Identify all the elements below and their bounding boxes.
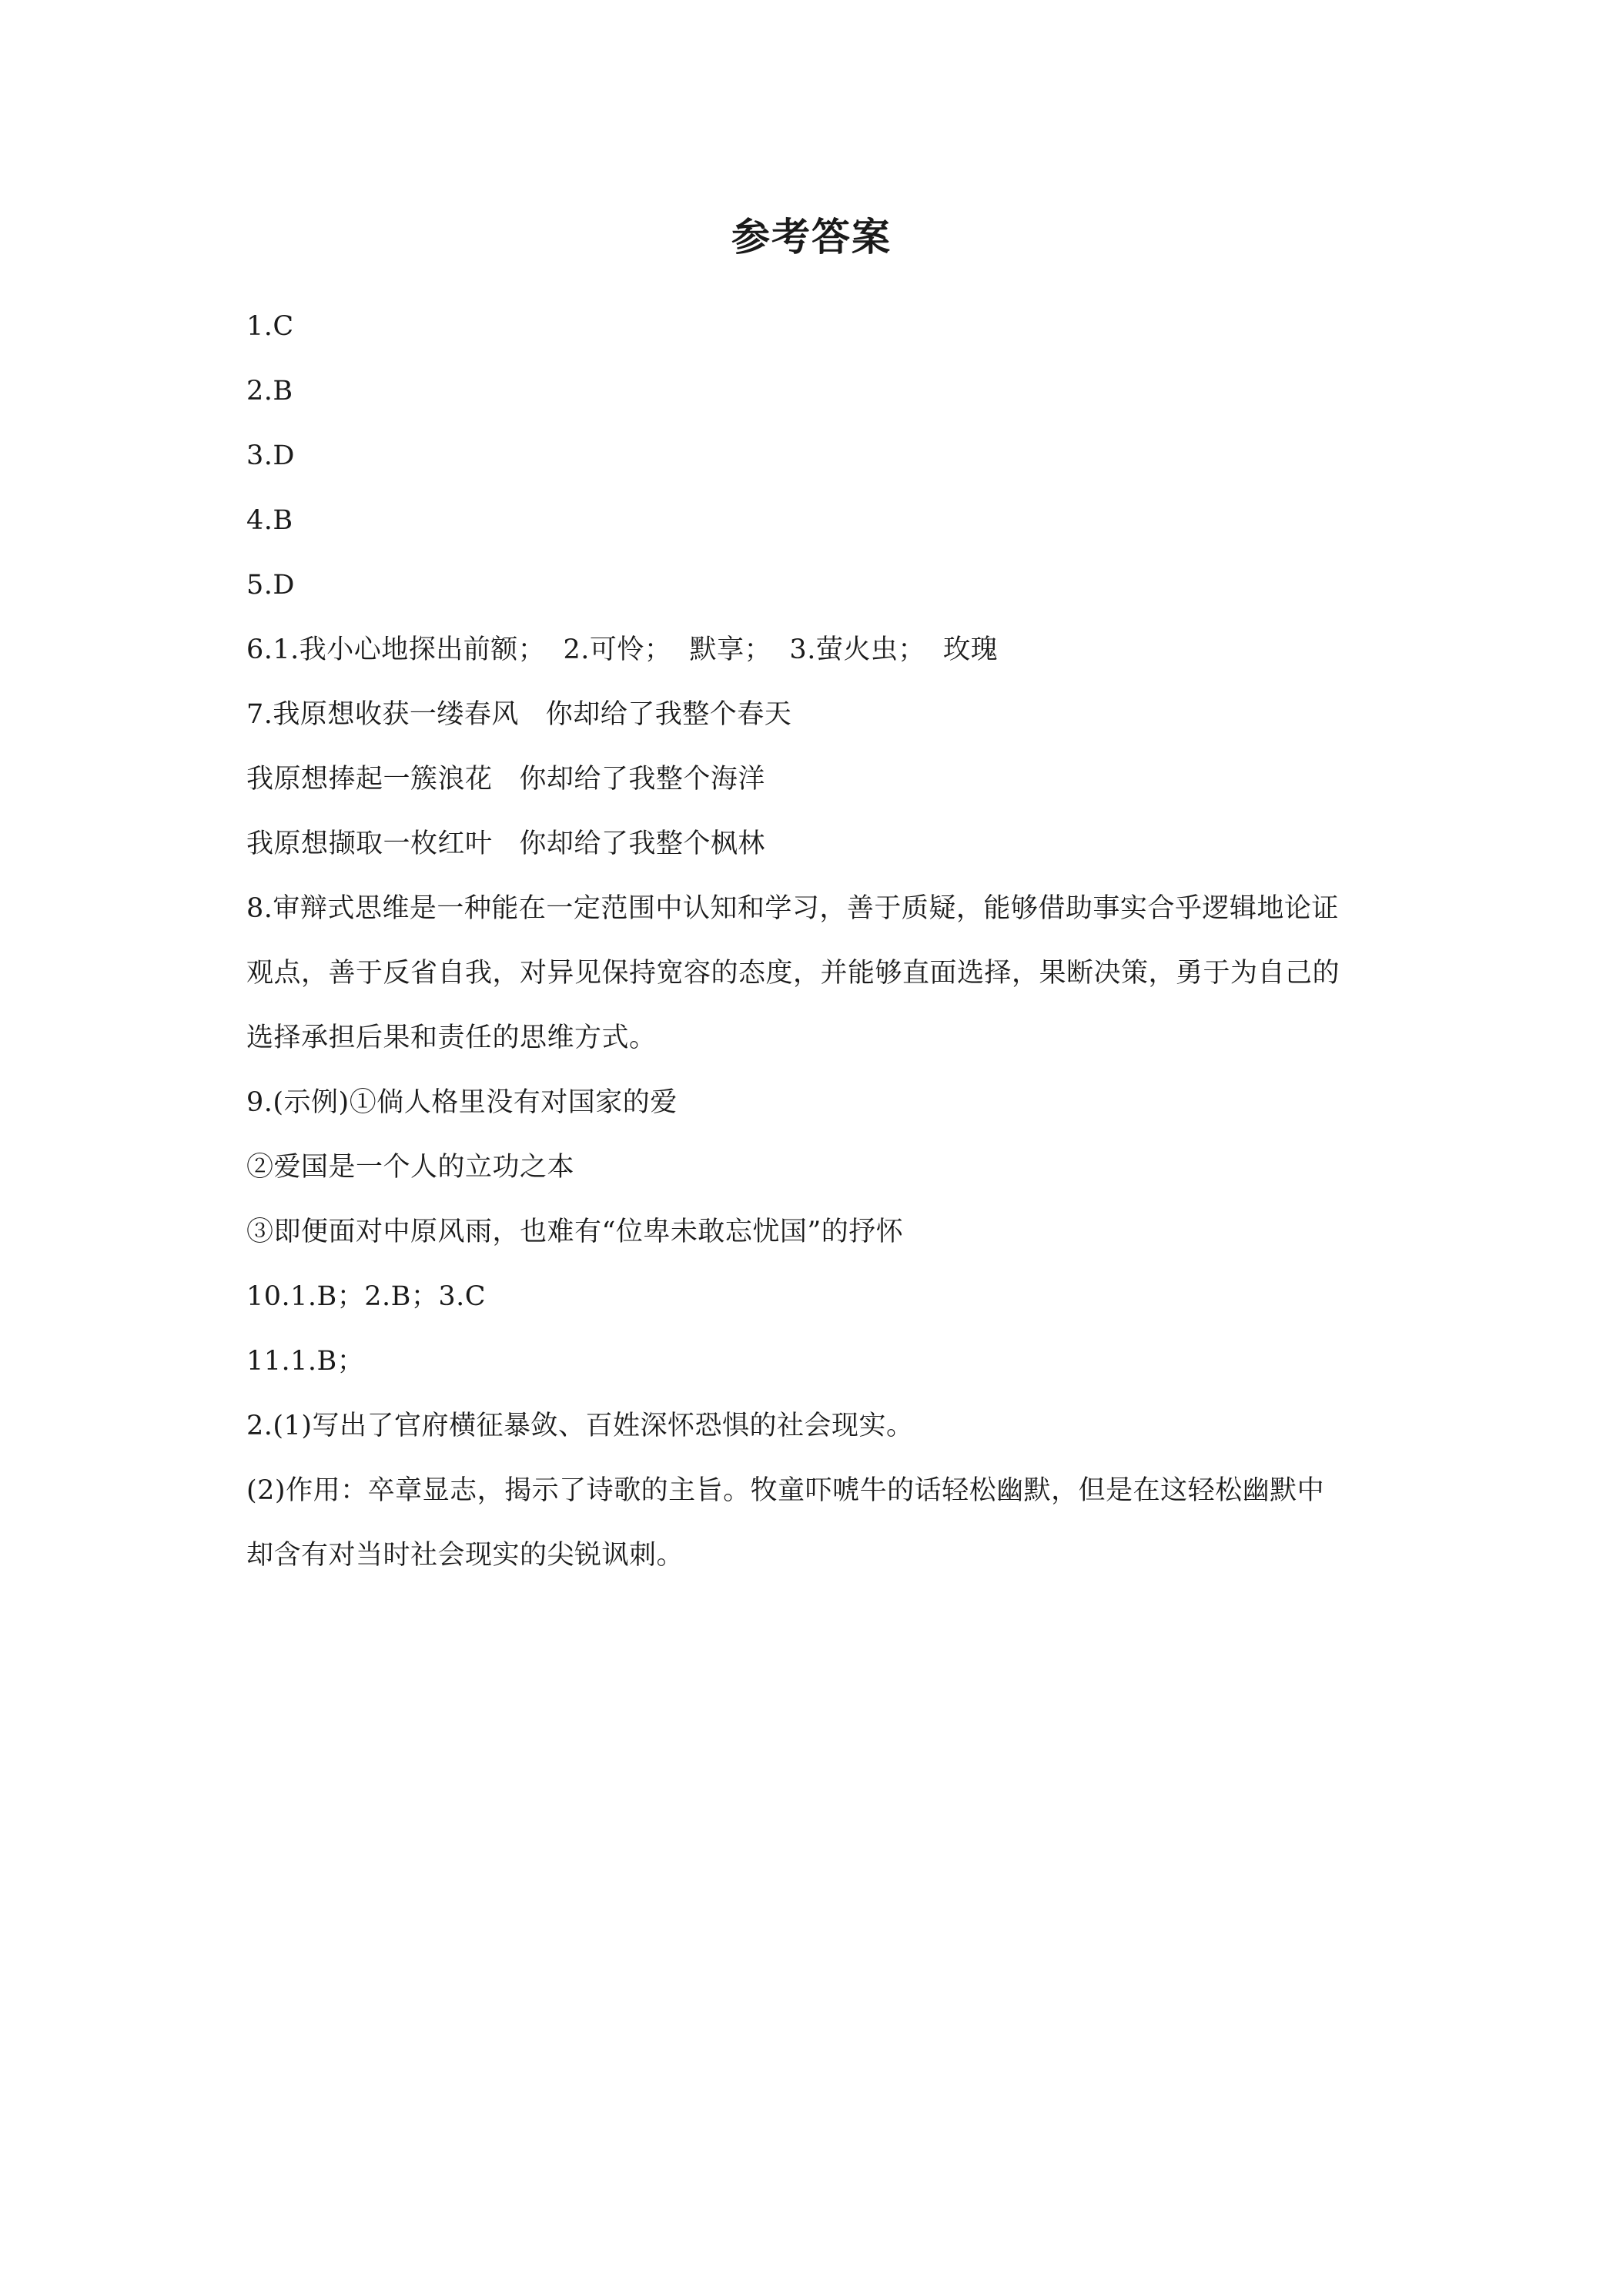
answer-line: (2)作用：卒章显志，揭示了诗歌的主旨。牧童吓唬牛的话轻松幽默，但是在这轻松幽默中 xyxy=(246,1475,1325,1506)
answer-list xyxy=(246,294,1401,1588)
answer-line: 3.D xyxy=(246,440,295,471)
answer-line: ③即便面对中原风雨，也难有“位卑未敢忘忧国”的抒怀 xyxy=(246,1217,904,1247)
answer-line: 11.1.B； xyxy=(246,1346,365,1377)
answer-line: 却含有对当时社会现实的尖锐讽刺。 xyxy=(246,1540,684,1571)
page-title: 参考答案 xyxy=(731,215,892,259)
answer-line: 7.我原想收获一缕春风 你却给了我整个春天 xyxy=(246,699,792,730)
answer-line: 我原想撷取一枚红叶 你却给了我整个枫林 xyxy=(246,828,765,859)
answer-line: 观点，善于反省自我，对异见保持宽容的态度，并能够直面选择，果断决策，勇于为自己的 xyxy=(246,958,1340,989)
answer-line: 2.(1)写出了官府横征暴敛、百姓深怀恐惧的社会现实。 xyxy=(246,1411,914,1441)
answer-line: 5.D xyxy=(246,570,295,601)
answer-line: 6.1.我小心地探出前额； 2.可怜； 默享； 3.萤火虫； 玫瑰 xyxy=(246,634,999,665)
answer-line: 选择承担后果和责任的思维方式。 xyxy=(246,1022,657,1053)
answer-line: 10.1.B；2.B；3.C xyxy=(246,1281,487,1312)
answer-line: ②爱国是一个人的立功之本 xyxy=(246,1152,575,1183)
answer-line: 8.审辩式思维是一种能在一定范围中认知和学习，善于质疑，能够借助事实合乎逻辑地论证 xyxy=(246,893,1339,924)
answer-line: 2.B xyxy=(246,376,293,407)
answer-line: 9.(示例)①倘人格里没有对国家的爱 xyxy=(246,1087,678,1118)
answer-line: 4.B xyxy=(246,505,293,536)
answer-line: 我原想捧起一簇浪花 你却给了我整个海洋 xyxy=(246,764,765,795)
answer-line: 1.C xyxy=(246,311,294,342)
